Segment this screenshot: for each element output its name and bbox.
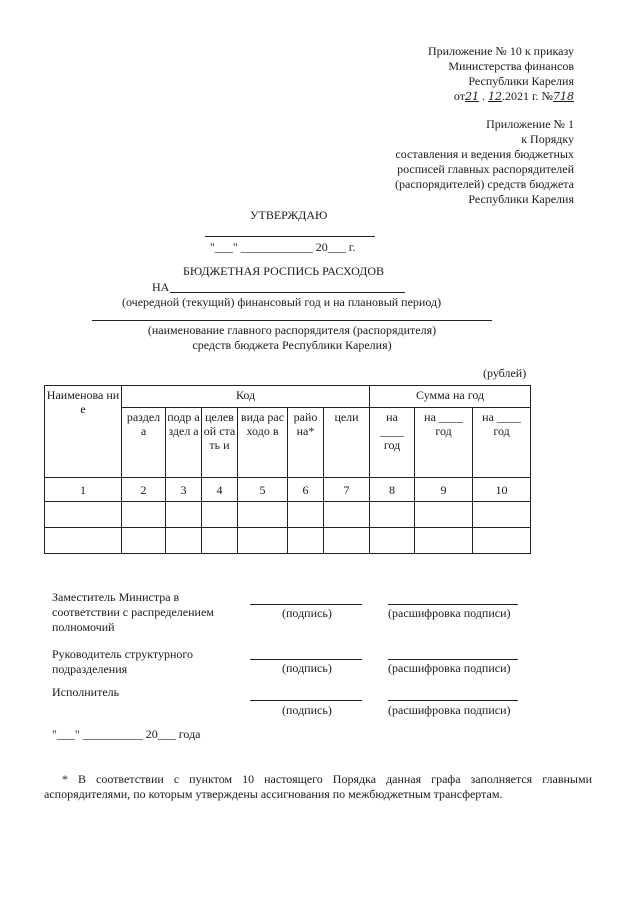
footer-date: "___" __________ 20___ года bbox=[52, 727, 201, 741]
table-cell bbox=[45, 528, 122, 554]
grbs-caption-2: средств бюджета Республики Карелия) bbox=[192, 338, 392, 352]
signature-label-line: Заместитель Министра в bbox=[52, 590, 180, 604]
code-col-header: раздел а bbox=[122, 408, 166, 478]
sum-col-header bbox=[370, 408, 415, 478]
sum-col-header bbox=[473, 408, 531, 478]
annex-10-line-1: Приложение № 10 к приказу bbox=[428, 44, 574, 58]
code-col-header: подр аздел а bbox=[166, 408, 202, 478]
sum-col-bottom: год bbox=[493, 424, 510, 438]
col-number: 3 bbox=[166, 478, 202, 502]
annex-10-line-2: Министерства финансов bbox=[448, 59, 574, 73]
col-name-header: Наименова ние bbox=[45, 386, 122, 478]
table-cell bbox=[122, 502, 166, 528]
table-cell bbox=[415, 502, 473, 528]
code-col-header: целев ой стать и bbox=[202, 408, 238, 478]
signature-3-label: Исполнитель bbox=[52, 685, 120, 699]
signature-2-decode-caption: (расшифровка подписи) bbox=[388, 661, 511, 675]
sum-group-header: Сумма на год bbox=[370, 386, 531, 408]
numbers-row bbox=[45, 478, 531, 502]
table-cell bbox=[202, 528, 238, 554]
col-number: 4 bbox=[202, 478, 238, 502]
approve-date-line: "___" ____________ 20___ г. bbox=[210, 240, 356, 254]
table-cell bbox=[370, 528, 415, 554]
budget-table bbox=[44, 385, 531, 554]
col-number: 6 bbox=[288, 478, 324, 502]
table-cell bbox=[288, 502, 324, 528]
signature-label-line: соответствии с распределением bbox=[52, 605, 214, 619]
code-col-header: райо на* bbox=[288, 408, 324, 478]
approve-sign-line bbox=[205, 236, 375, 237]
col-number: 7 bbox=[324, 478, 370, 502]
signature-1-decode-caption: (расшифровка подписи) bbox=[388, 606, 511, 620]
code-col-header: вида расходо в bbox=[238, 408, 288, 478]
code-col-header: цели bbox=[324, 408, 370, 478]
date-prefix: от bbox=[453, 89, 465, 103]
annex-10-line-3: Республики Карелия bbox=[468, 74, 574, 88]
col-number: 1 bbox=[45, 478, 122, 502]
table-cell bbox=[238, 528, 288, 554]
annex-1-line-1: Приложение № 1 bbox=[486, 117, 574, 131]
signature-3-decode-caption: (расшифровка подписи) bbox=[388, 703, 511, 717]
footnote: * В соответствии с пунктом 10 настоящего Порядка данная графа заполняется главными аспорядителями, по которым утверждены ассигнования по межбюджетным трансфертам. bbox=[44, 772, 592, 801]
date-sep: . bbox=[481, 89, 485, 103]
table-cell bbox=[473, 502, 531, 528]
sum-col-top: на bbox=[386, 410, 398, 424]
grbs-caption bbox=[92, 323, 492, 353]
signature-1-label bbox=[52, 590, 214, 635]
date-day: 21 bbox=[464, 90, 479, 103]
annex-1-line-2: к Порядку bbox=[521, 132, 574, 146]
doc-title: БЮДЖЕТНАЯ РОСПИСЬ РАСХОДОВ bbox=[183, 264, 384, 278]
signature-label-line: Руководитель структурного bbox=[52, 647, 194, 661]
table-cell bbox=[415, 528, 473, 554]
annex-1-line-6: Республики Карелия bbox=[468, 192, 574, 206]
annex-1-line-5: (распорядителей) средств бюджета bbox=[395, 177, 574, 191]
table-cell bbox=[45, 502, 122, 528]
signature-3-line bbox=[250, 700, 362, 701]
sum-col-bottom: год bbox=[435, 424, 452, 438]
grbs-caption-1: (наименование главного распорядителя (распорядителя) bbox=[147, 323, 437, 337]
annex-1-line-3: составления и ведения бюджетных bbox=[395, 147, 574, 161]
signature-label-line: полномочий bbox=[52, 620, 115, 634]
grbs-line bbox=[92, 320, 492, 321]
signature-3-sign-caption: (подпись) bbox=[282, 703, 332, 717]
table-cell bbox=[324, 528, 370, 554]
col-number: 5 bbox=[238, 478, 288, 502]
signature-1-sign-caption: (подпись) bbox=[282, 606, 332, 620]
table-row bbox=[45, 528, 531, 554]
annex-10-date-line bbox=[428, 89, 574, 104]
signature-3-decode-line bbox=[388, 700, 518, 701]
sum-col-top: на ____ bbox=[482, 410, 521, 424]
approve-title: УТВЕРЖДАЮ bbox=[250, 208, 328, 222]
period-caption: (очередной (текущий) финансовый год и на плановый период) bbox=[122, 295, 442, 309]
on-label: НА bbox=[152, 280, 170, 294]
period-line bbox=[170, 292, 405, 293]
signature-2-decode-line bbox=[388, 659, 518, 660]
annex-1-line-4: росписей главных распорядителей bbox=[397, 162, 574, 176]
table-row bbox=[45, 502, 531, 528]
date-year: .2021 г. № bbox=[501, 89, 553, 103]
table-cell bbox=[202, 502, 238, 528]
signature-1-decode-line bbox=[388, 604, 518, 605]
table-cell bbox=[370, 502, 415, 528]
table-cell bbox=[473, 528, 531, 554]
date-month: 12 bbox=[487, 90, 502, 103]
col-number: 10 bbox=[473, 478, 531, 502]
annex-10-header bbox=[428, 44, 574, 104]
table-cell bbox=[122, 528, 166, 554]
annex-1-header bbox=[395, 117, 574, 207]
col-number: 2 bbox=[122, 478, 166, 502]
sum-col-blank: ____ bbox=[380, 424, 405, 438]
order-number: 718 bbox=[553, 90, 574, 103]
signature-1-line bbox=[250, 604, 362, 605]
col-number: 8 bbox=[370, 478, 415, 502]
sum-col-header bbox=[415, 408, 473, 478]
col-number: 9 bbox=[415, 478, 473, 502]
signature-label-line: подразделения bbox=[52, 662, 128, 676]
table-cell bbox=[166, 528, 202, 554]
code-group-header: Код bbox=[122, 386, 370, 408]
signature-2-sign-caption: (подпись) bbox=[282, 661, 332, 675]
sum-col-top: на ____ bbox=[424, 410, 463, 424]
table-cell bbox=[324, 502, 370, 528]
table-cell bbox=[288, 528, 324, 554]
signature-2-label bbox=[52, 647, 193, 677]
table-cell bbox=[166, 502, 202, 528]
signature-2-line bbox=[250, 659, 362, 660]
sum-col-bottom: год bbox=[383, 438, 401, 452]
units-label: (рублей) bbox=[483, 366, 527, 380]
table-cell bbox=[238, 502, 288, 528]
